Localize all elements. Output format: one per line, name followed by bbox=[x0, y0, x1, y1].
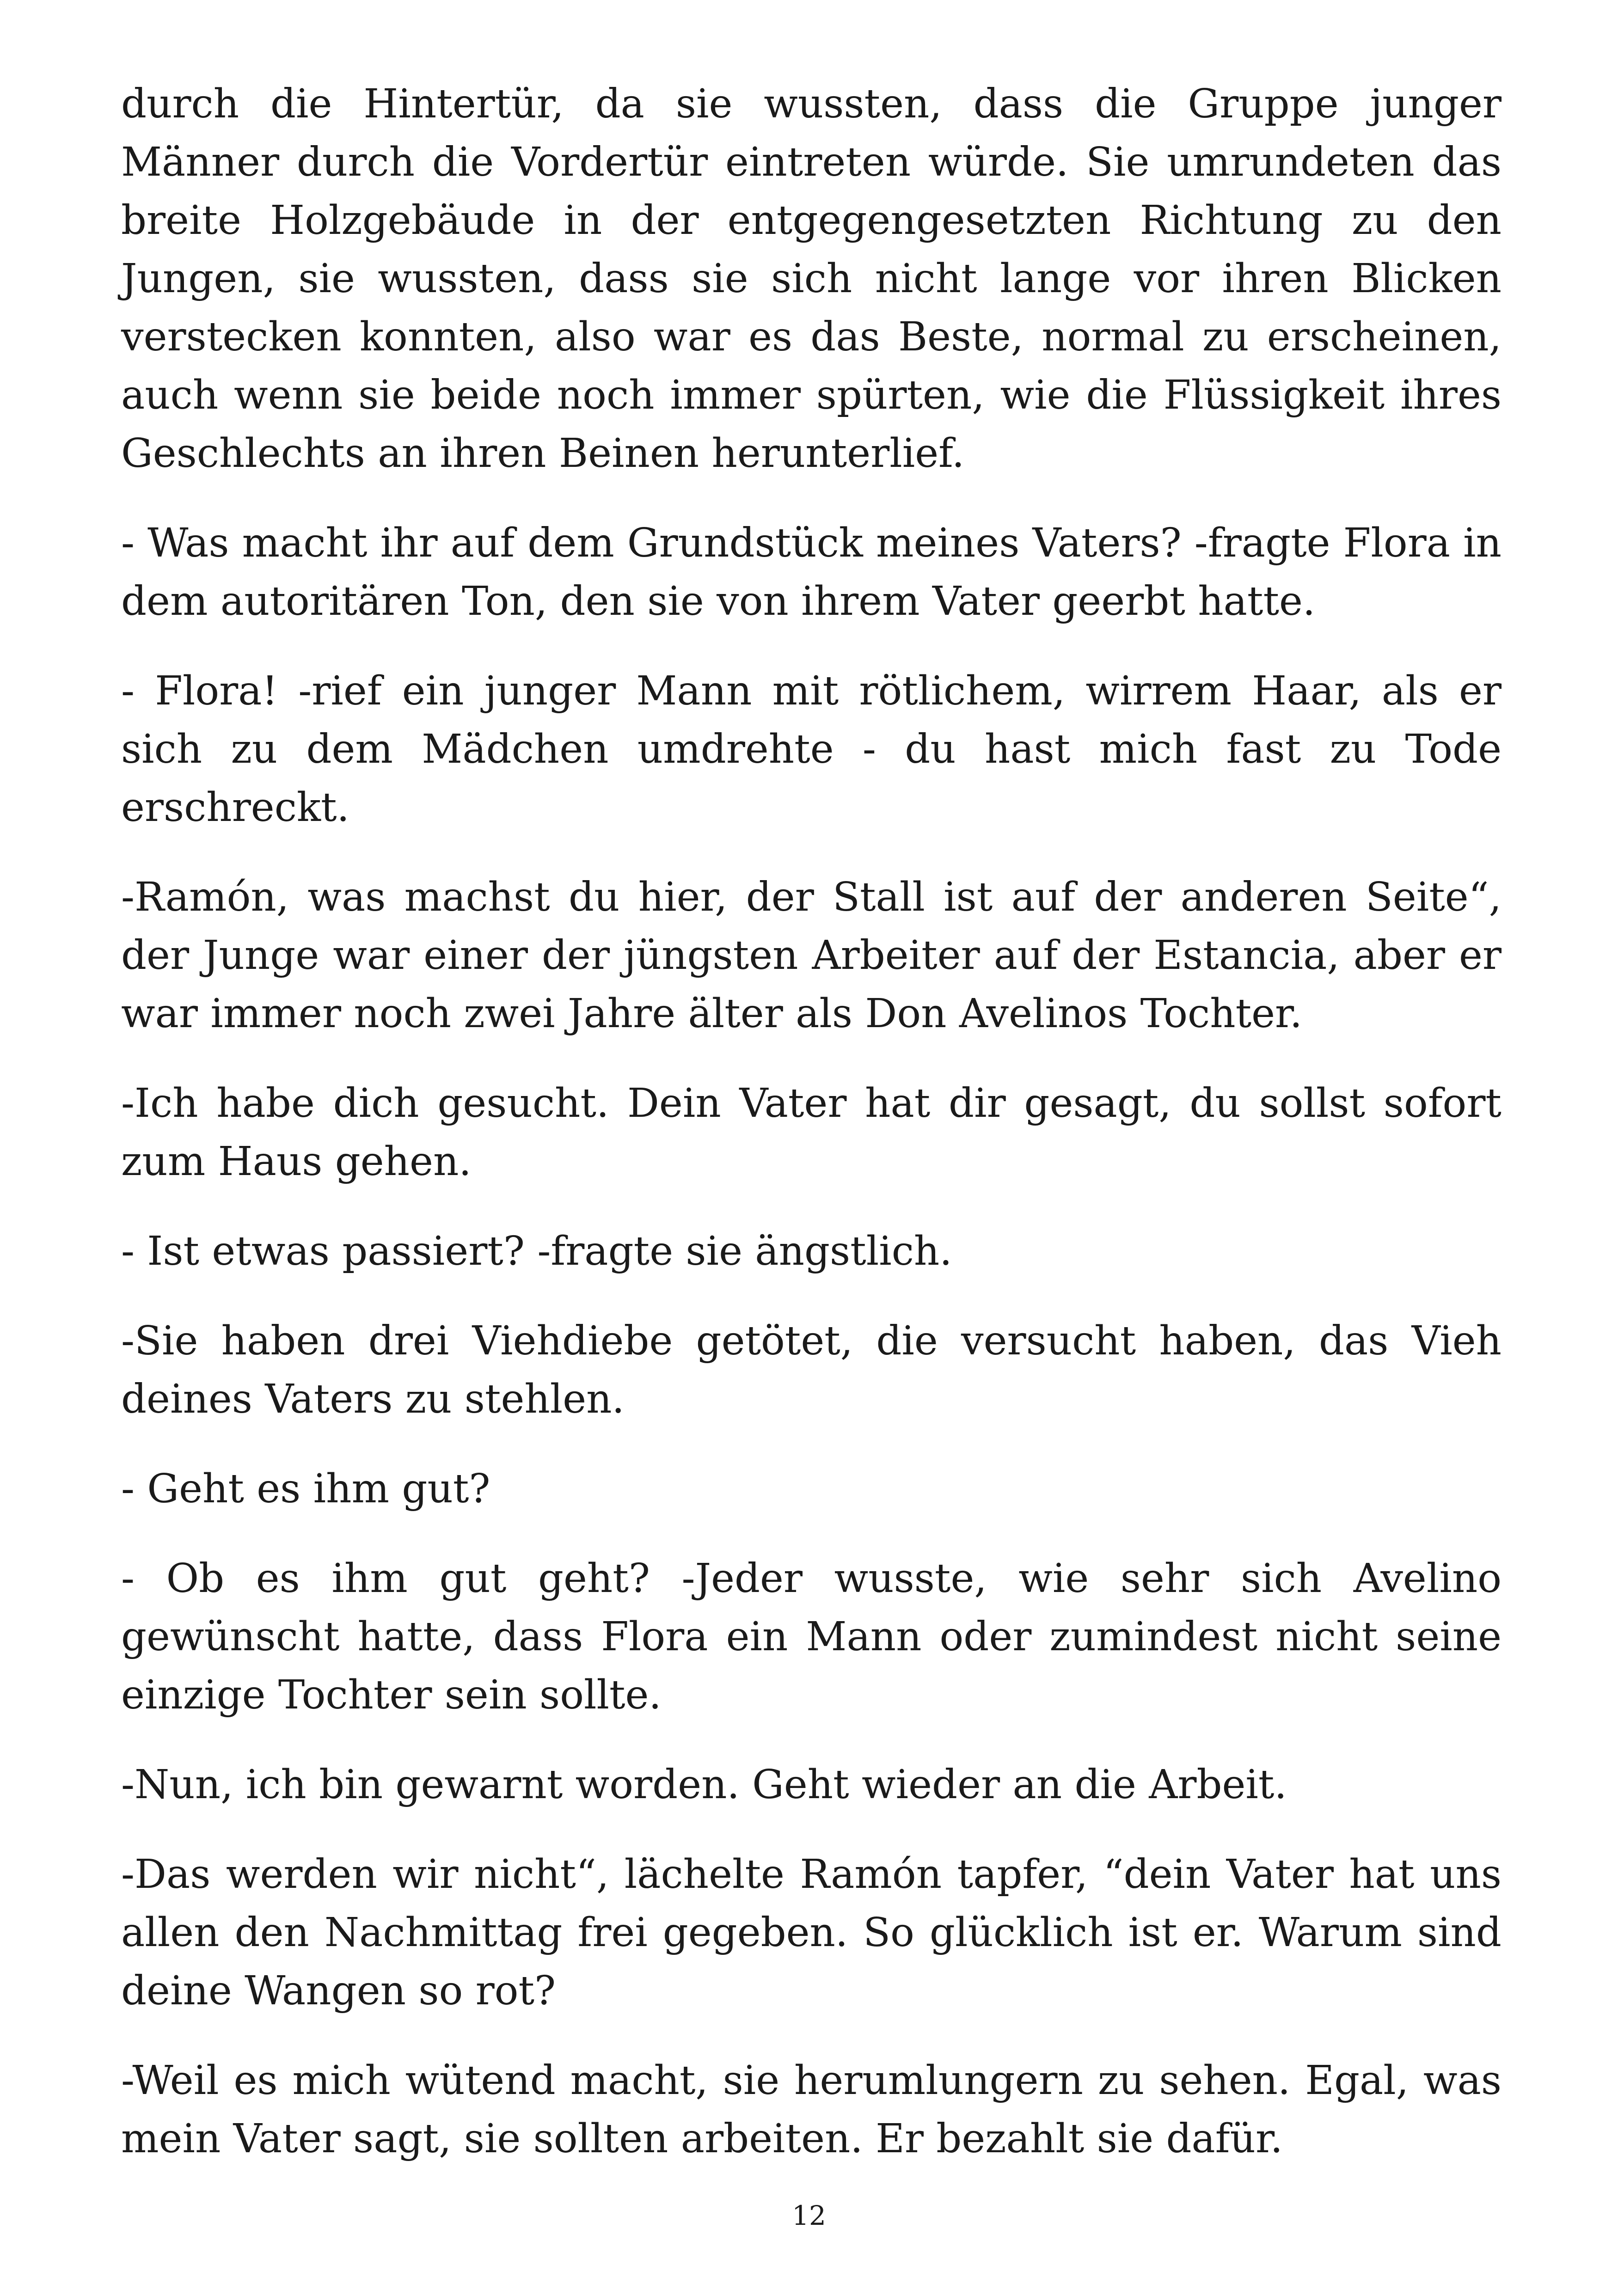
paragraph-2: - Was macht ihr auf dem Grundstück meines Vaters? -fragte Flora in dem autoritären Ton, den sie von ihrem Vater geerbt hatte. bbox=[121, 520, 1502, 625]
paragraph-4: -Ramón, was machst du hier, der Stall ist auf der anderen Seite“, der Junge war einer der jüngsten Arbeiter auf der Estancia, aber er war immer noch zwei Jahre älter als Don Avelinos Tochter. bbox=[121, 874, 1502, 1037]
paragraph-5: -Ich habe dich gesucht. Dein Vater hat dir gesagt, du sollst sofort zum Haus gehen. bbox=[121, 1080, 1502, 1185]
paragraph-12: -Weil es mich wütend macht, sie herumlungern zu sehen. Egal, was mein Vater sagt, sie sollten arbeiten. Er bezahlt sie dafür. bbox=[121, 2057, 1502, 2162]
paragraph-7: -Sie haben drei Viehdiebe getötet, die versucht haben, das Vieh deines Vaters zu stehlen. bbox=[121, 1318, 1502, 1422]
paragraph-8: - Geht es ihm gut? bbox=[121, 1466, 490, 1512]
body-text bbox=[121, 75, 1502, 2199]
paragraph-11: -Das werden wir nicht“, lächelte Ramón tapfer, “dein Vater hat uns allen den Nachmittag frei gegeben. So glücklich ist er. Warum sind deine Wangen so rot? bbox=[121, 1851, 1502, 2014]
paragraph-1: durch die Hintertür, da sie wussten, dass die Gruppe junger Männer durch die Vordertür eintreten würde. Sie umrundeten das breite Holzgebäude in der entgegengesetzten Richtung zu den Jungen, sie wussten, dass sie sich nicht lange vor ihren Blicken verstecken konnten, also war es das Beste, normal zu erscheinen, auch wenn sie beide noch immer spürten, wie die Flüssigkeit ihres Geschlechts an ihren Beinen herunterlief. bbox=[121, 81, 1502, 477]
page-number: 12 bbox=[792, 2200, 826, 2231]
paragraph-9: - Ob es ihm gut geht? -Jeder wusste, wie sehr sich Avelino gewünscht hatte, dass Flora ein Mann oder zumindest nicht seine einzige Tochter sein sollte. bbox=[121, 1555, 1502, 1718]
paragraph-10: -Nun, ich bin gewarnt worden. Geht wieder an die Arbeit. bbox=[121, 1762, 1287, 1808]
paragraph-3: - Flora! -rief ein junger Mann mit rötlichem, wirrem Haar, als er sich zu dem Mädchen umdrehte - du hast mich fast zu Tode erschreckt. bbox=[121, 668, 1502, 831]
paragraph-6: - Ist etwas passiert? -fragte sie ängstlich. bbox=[121, 1228, 952, 1274]
